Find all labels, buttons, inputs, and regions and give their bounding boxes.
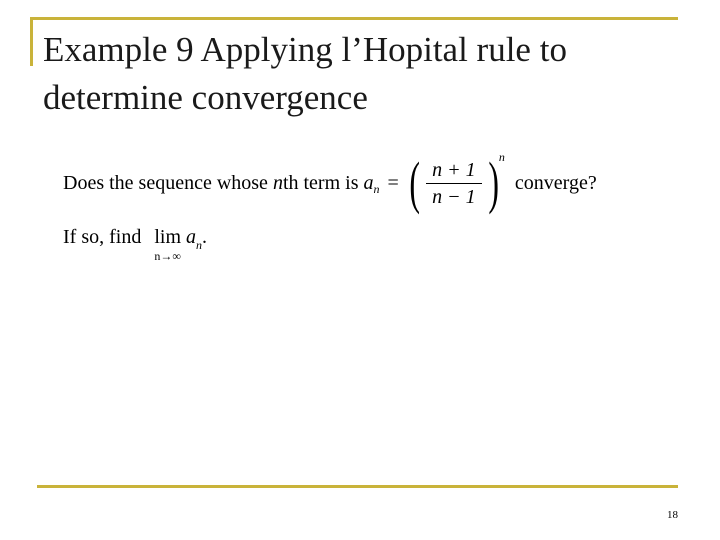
equals-sign: = [387,171,399,194]
bottom-accent-line [37,485,678,488]
lim-subscript: n→∞ [154,249,181,263]
limit-a: a [186,226,196,248]
slide-title: Example 9 Applying l’Hopital rule to determine convergence [43,30,567,117]
question-text-before: Does the sequence whose [63,171,273,194]
fraction-numerator: n + 1 [432,158,476,181]
right-paren-icon: ) [487,150,499,215]
top-accent-line [30,17,678,20]
period: . [202,226,207,248]
page-number: 18 [667,509,678,521]
followup-text: If so, find [63,226,142,248]
question-line [63,150,597,216]
exponent: n [498,149,505,164]
fraction-denominator: n − 1 [432,185,476,208]
question-text-after: converge? [514,171,597,194]
sequence-a: a [363,171,374,194]
followup-line [63,224,207,268]
limit-expression [154,224,181,262]
sequence-a-subscript: n [373,181,380,196]
left-paren-icon: ( [409,150,420,215]
left-accent-line [30,17,33,66]
fraction [426,157,482,210]
limit-a-subscript: n [196,238,202,252]
question-n: n [272,171,283,194]
lim-word: lim [154,226,181,248]
question-text-mid: th term is [282,171,364,194]
